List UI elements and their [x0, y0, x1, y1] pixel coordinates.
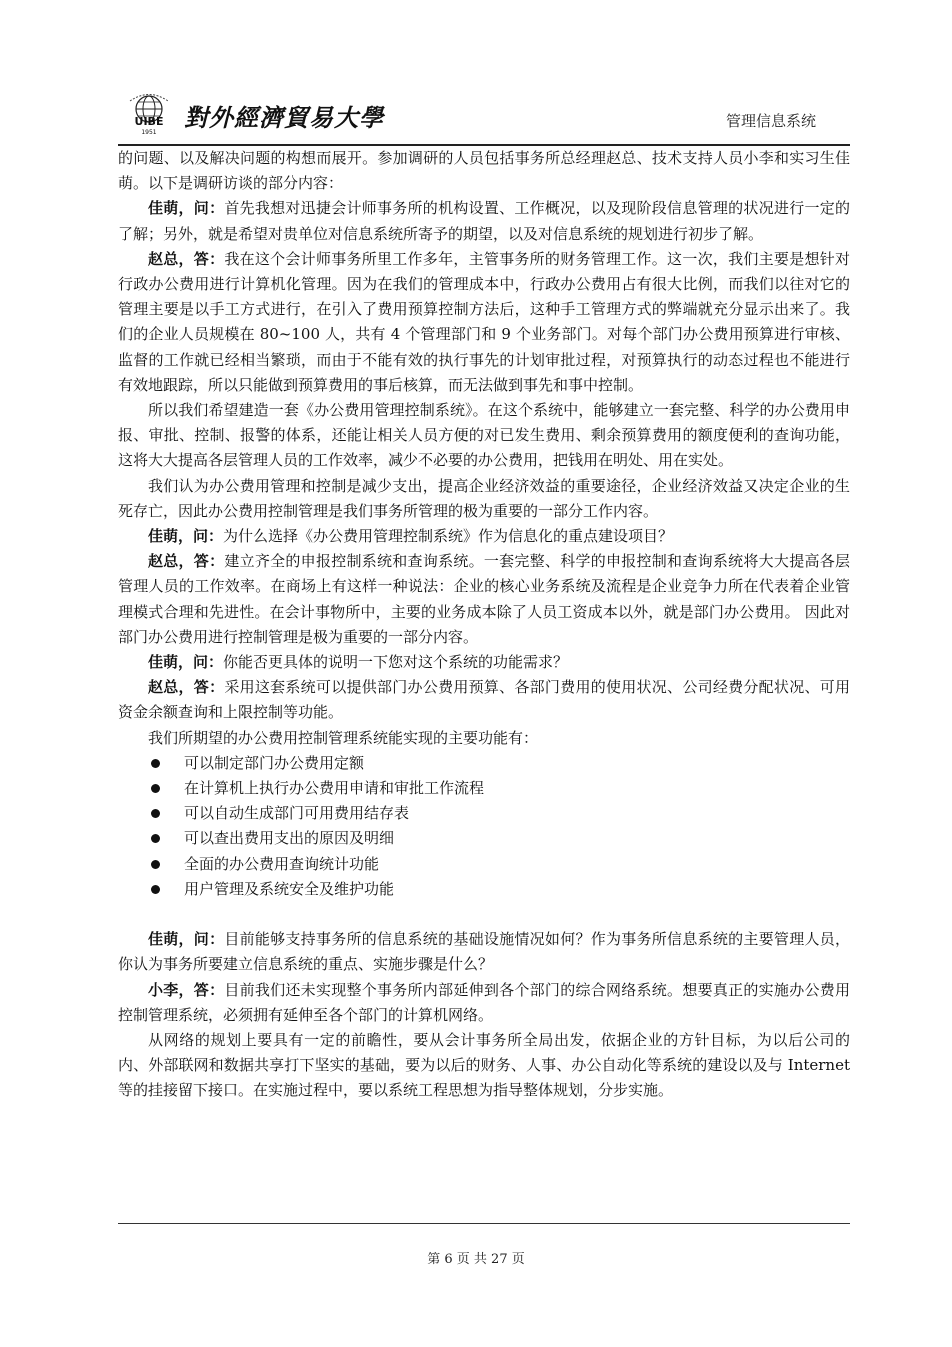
paragraph: 小李，答：目前我们还未实现整个事务所内部延伸到各个部门的综合网络系统。想要真正的实施办公费用控制管理系统，必须拥有延伸至各个部门的计算机网络。 [118, 980, 850, 1024]
speaker-label: 佳萌，问： [148, 653, 224, 672]
page-body [118, 146, 850, 1104]
speaker-label: 佳萌，问： [148, 930, 225, 949]
paragraph: 赵总，答：建立齐全的申报控制系统和查询系统。一套完整、科学的申报控制和查询系统将大大提高各层管理人员的工作效率。在商场上有这样一种说法：企业的核心业务系统及流程是企业竞争力所在代表着企业管理模式合理和先进性。在会计事物所中，主要的业务成本除了人员工资成本以外，就是部门办公费用。 因此对部门办公费用进行控制管理是极为重要的一部分内容。 [118, 552, 850, 646]
list-item: 可以制定部门办公费用定额 [118, 751, 850, 776]
speaker-label: 赵总，答： [148, 249, 225, 268]
bullet-icon [151, 809, 160, 818]
list-item: 可以自动生成部门可用费用结存表 [118, 801, 850, 826]
paragraph: 赵总，答：我在这个会计师事务所里工作多年，主管事务所的财务管理工作。这一次，我们主要是想针对行政办公费用进行计算机化管理。因为在我们的管理成本中，行政办公费用占有很大比例，而我们以往对它的管理主要是以手工方式进行，在引入了费用预算控制方法后，这种手工管理方式的弊端就充分显示出来了。我们的企业人员规模在 80~100 人，共有 4 个管理部门和 9 个业务部门。对每个部门办公费用预算进行审核、监督的工作就已经相当繁琐，而由于不能有效的执行事先的计划审批过程，对预算执行的动态过程也不能进行有效地跟踪，所以只能做到预算费用的事后核算，而无法做到事先和事中控制。 [118, 249, 850, 394]
paragraph: 我们认为办公费用管理和控制是减少支出，提高企业经济效益的重要途径，企业经济效益又决定企业的生死存亡，因此办公费用控制管理是我们事务所管理的极为重要的一部分工作内容。 [118, 476, 850, 520]
blank-line [118, 902, 850, 927]
university-emblem-icon [118, 92, 180, 136]
paragraph: 赵总，答：采用这套系统可以提供部门办公费用预算、各部门费用的使用状况、公司经费分配状况、可用资金余额查询和上限控制等功能。 [118, 678, 850, 722]
globe-logo-icon [118, 92, 180, 136]
logo-abbrev: UIBE [134, 115, 164, 128]
bullet-icon [151, 860, 160, 869]
list-item: 可以查出费用支出的原因及明细 [118, 826, 850, 851]
course-title: 管理信息系统 [725, 112, 816, 130]
bullet-icon [151, 885, 160, 894]
speaker-label: 小李，答： [148, 980, 225, 999]
paragraph: 我们所期望的办公费用控制管理系统能实现的主要功能有： [148, 728, 539, 747]
paragraph: 佳萌，问：目前能够支持事务所的信息系统的基础设施情况如何？作为事务所信息系统的主要管理人员，你认为事务所要建立信息系统的重点、实施步骤是什么？ [118, 930, 850, 974]
university-name: 對外經濟貿易大學 [184, 103, 384, 132]
bullet-icon [151, 759, 160, 768]
paragraph: 的问题、以及解决问题的构想而展开。参加调研的人员包括事务所总经理赵总、技术支持人员小李和实习生佳萌。以下是调研访谈的部分内容： [118, 149, 850, 193]
list-item: 在计算机上执行办公费用申请和审批工作流程 [118, 776, 850, 801]
list-item: 用户管理及系统安全及维护功能 [118, 877, 850, 902]
bullet-icon [151, 784, 160, 793]
feature-list [118, 751, 850, 902]
paragraph: 所以我们希望建造一套《办公费用管理控制系统》。在这个系统中，能够建立一套完整、科学的办公费用申报、审批、控制、报警的体系，还能让相关人员方便的对已发生费用、剩余预算费用的额度便利的查询功能，这将大大提高各层管理人员的工作效率，减少不必要的办公费用，把钱用在明处、用在实处。 [118, 401, 850, 470]
paragraph: 佳萌，问：你能否更具体的说明一下您对这个系统的功能需求？ [148, 653, 569, 672]
bullet-icon [151, 834, 160, 843]
logo-year: 1951 [141, 129, 157, 136]
speaker-label: 佳萌，问： [148, 199, 225, 218]
page-number: 第 6 页 共 27 页 [427, 1252, 525, 1267]
paragraph: 佳萌，问：为什么选择《办公费用管理控制系统》作为信息化的重点建设项目？ [148, 527, 674, 546]
list-item: 全面的办公费用查询统计功能 [118, 852, 850, 877]
footer-divider [118, 1223, 850, 1224]
paragraph: 佳萌，问：首先我想对迅捷会计师事务所的机构设置、工作概况，以及现阶段信息管理的状况进行一定的了解；另外，就是希望对贵单位对信息系统所寄予的期望，以及对信息系统的规划进行初步了解。 [118, 199, 850, 243]
paragraph: 从网络的规划上要具有一定的前瞻性，要从会计事务所全局出发，依据企业的方针目标，为以后公司的内、外部联网和数据共享打下坚实的基础，要为以后的财务、人事、办公自动化等系统的建设以及与 Internet 等的挂接留下接口。在实施过程中，要以系统工程思想为指导整体规划，分步实施。 [118, 1030, 850, 1100]
speaker-label: 佳萌，问： [148, 527, 224, 546]
page-header [118, 92, 850, 144]
speaker-label: 赵总，答： [148, 678, 225, 697]
speaker-label: 赵总，答： [148, 552, 225, 571]
